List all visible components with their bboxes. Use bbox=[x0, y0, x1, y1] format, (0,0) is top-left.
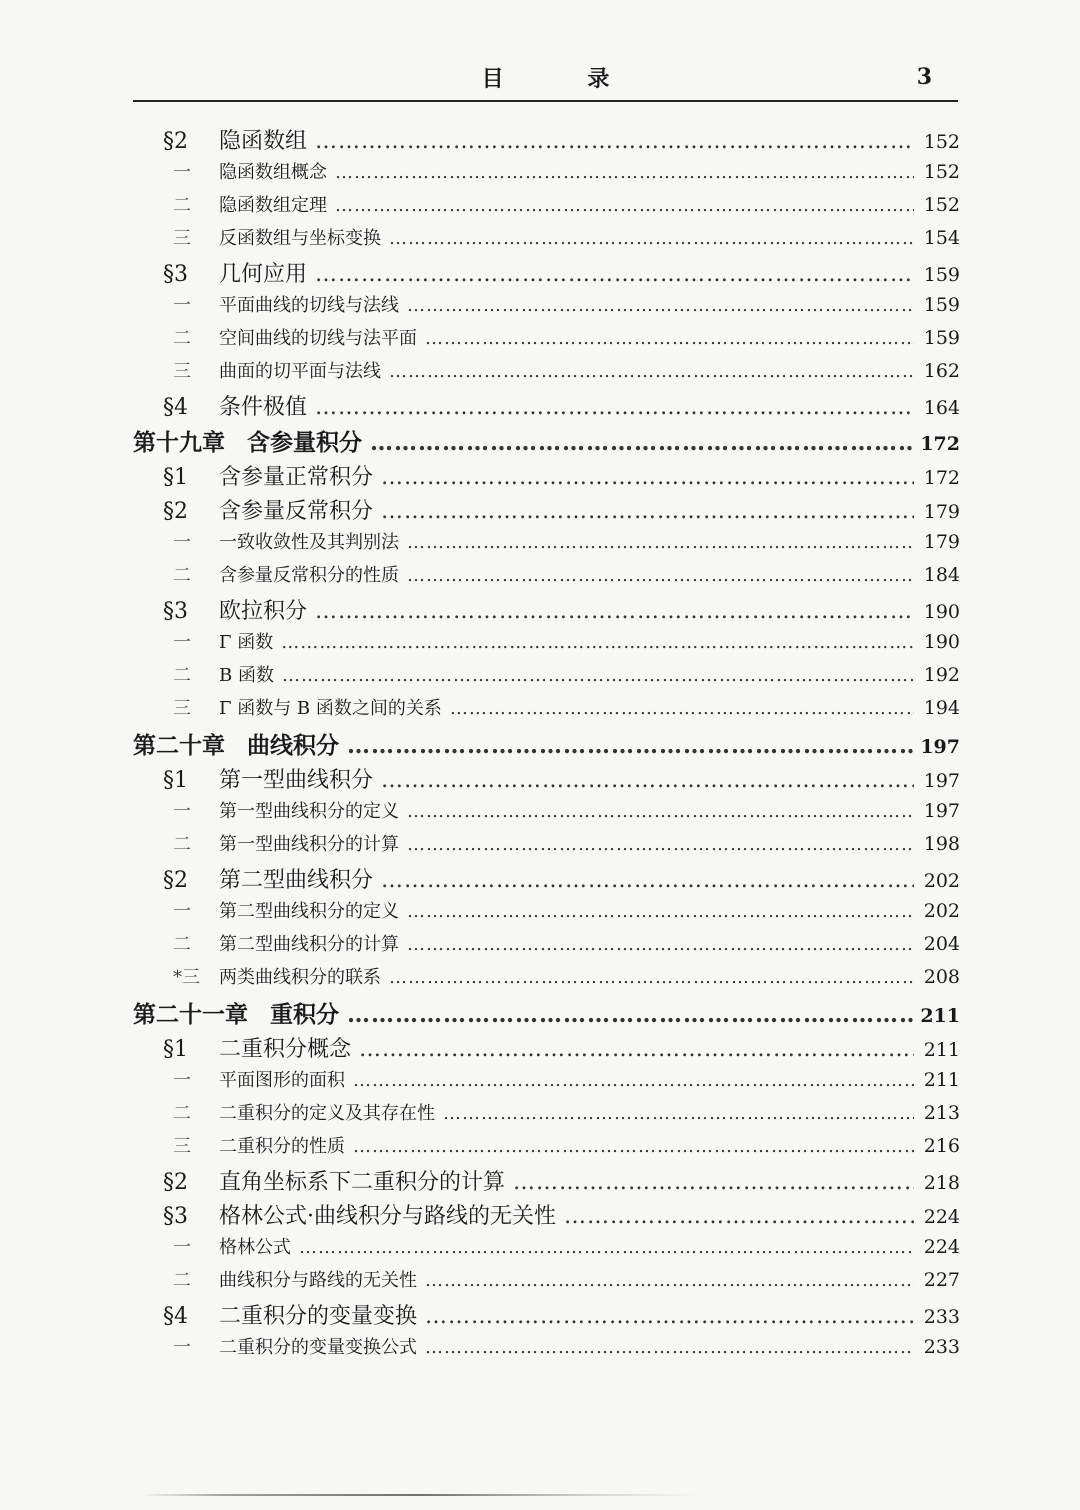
toc-section-row[interactable] bbox=[133, 594, 960, 628]
toc-entry-marker: 第二十一章 bbox=[133, 1001, 248, 1028]
dot-leader bbox=[282, 665, 914, 686]
toc-entry-marker: 一 bbox=[173, 1237, 191, 1258]
toc-chapter-row[interactable] bbox=[133, 727, 960, 763]
toc-entry-title: 含参量积分 bbox=[247, 429, 362, 456]
toc-sub-row[interactable] bbox=[133, 1132, 960, 1165]
toc-entry-page: 164 bbox=[923, 397, 960, 419]
dot-leader bbox=[381, 465, 914, 490]
toc-entry-marker: §2 bbox=[163, 499, 188, 524]
dot-leader bbox=[407, 565, 914, 586]
toc-entry-marker: §3 bbox=[163, 1204, 188, 1229]
toc-entry-marker: 一 bbox=[173, 1070, 191, 1091]
toc-section-row[interactable] bbox=[133, 863, 960, 897]
toc-entry-marker: 三 bbox=[173, 698, 191, 719]
toc-section-row[interactable] bbox=[133, 1165, 960, 1199]
toc-sub-row[interactable] bbox=[133, 191, 960, 224]
toc-entry-title: 隐函数组 bbox=[219, 129, 308, 154]
page-number: 3 bbox=[916, 64, 932, 90]
toc-entry-marker: §2 bbox=[163, 1170, 188, 1195]
toc-entry-title: 反函数组与坐标变换 bbox=[219, 228, 381, 249]
dot-leader bbox=[425, 1337, 914, 1358]
toc-entry-title: 平面图形的面积 bbox=[219, 1070, 345, 1091]
toc-entry-marker: §1 bbox=[163, 768, 188, 793]
toc-entry-title: 二重积分的性质 bbox=[219, 1136, 345, 1157]
toc-entry-marker: §3 bbox=[163, 262, 188, 287]
toc-sub-row[interactable] bbox=[133, 528, 960, 561]
dot-leader bbox=[347, 732, 914, 759]
toc-entry-page: 179 bbox=[923, 531, 960, 553]
toc-entry-title: 曲线积分与路线的无关性 bbox=[219, 1270, 417, 1291]
toc-entry-marker: 三 bbox=[173, 361, 191, 382]
toc-section-row[interactable] bbox=[133, 460, 960, 494]
toc-sub-row[interactable] bbox=[133, 830, 960, 863]
toc-entry-title: Γ 函数 bbox=[219, 632, 274, 653]
toc-entry-title: 欧拉积分 bbox=[219, 599, 308, 624]
toc-entry-title: 含参量正常积分 bbox=[219, 465, 374, 490]
dot-leader bbox=[359, 1037, 914, 1062]
toc-entry-marker: 二 bbox=[173, 328, 191, 349]
dot-leader bbox=[335, 162, 914, 183]
dot-leader bbox=[381, 768, 914, 793]
toc-sub-row[interactable] bbox=[133, 291, 960, 324]
toc-entry-page: 224 bbox=[923, 1206, 960, 1228]
toc-entry-marker: §2 bbox=[163, 129, 188, 154]
toc-sub-row[interactable] bbox=[133, 661, 960, 694]
toc-entry-title: 两类曲线积分的联系 bbox=[219, 967, 381, 988]
toc-sub-row[interactable] bbox=[133, 324, 960, 357]
toc-entry-marker: 二 bbox=[173, 934, 191, 955]
dot-leader bbox=[407, 532, 914, 553]
toc-entry-page: 204 bbox=[923, 933, 960, 955]
toc-entry-marker: 一 bbox=[173, 632, 191, 653]
toc-sub-row[interactable] bbox=[133, 224, 960, 257]
toc-entry-marker: 一 bbox=[173, 801, 191, 822]
toc-chapter-row[interactable] bbox=[133, 424, 960, 460]
toc-entry-title: 隐函数组概念 bbox=[219, 162, 327, 183]
toc-entry-marker: 一 bbox=[173, 1337, 191, 1358]
dot-leader bbox=[347, 1001, 914, 1028]
toc-entry-page: 208 bbox=[923, 966, 960, 988]
toc-entry-page: 224 bbox=[923, 1236, 960, 1258]
toc-sub-row[interactable] bbox=[133, 1066, 960, 1099]
toc-entry-title: 格林公式·曲线积分与路线的无关性 bbox=[219, 1204, 556, 1229]
toc-entry-marker: 一 bbox=[173, 162, 191, 183]
toc-entry-page: 179 bbox=[923, 501, 960, 523]
toc-entry-page: 202 bbox=[923, 870, 960, 892]
toc-sub-row[interactable] bbox=[133, 930, 960, 963]
toc-entry-page: 194 bbox=[923, 697, 960, 719]
toc-entry-page: 213 bbox=[923, 1102, 960, 1124]
toc-entry-marker: 一 bbox=[173, 295, 191, 316]
toc-entry-title: 条件极值 bbox=[219, 395, 308, 420]
toc-entry-page: 159 bbox=[923, 327, 960, 349]
toc-entry-marker: §2 bbox=[163, 868, 188, 893]
toc-entry-title: 第二型曲线积分的定义 bbox=[219, 901, 399, 922]
toc-entry-page: 233 bbox=[923, 1336, 960, 1358]
toc-entry-marker: 二 bbox=[173, 565, 191, 586]
toc-sub-row[interactable] bbox=[133, 1333, 960, 1366]
dot-leader bbox=[425, 328, 914, 349]
toc-entry-marker: 第十九章 bbox=[133, 429, 225, 456]
dot-leader bbox=[281, 632, 914, 653]
toc-entry-page: 198 bbox=[923, 833, 960, 855]
toc-entry-title: 一致收敛性及其判别法 bbox=[219, 532, 399, 553]
toc-entry-marker: 二 bbox=[173, 1103, 191, 1124]
toc-entry-title: 第二型曲线积分的计算 bbox=[219, 934, 399, 955]
toc-entry-page: 233 bbox=[923, 1306, 960, 1328]
toc-entry-title: 二重积分概念 bbox=[219, 1037, 352, 1062]
dot-leader bbox=[389, 967, 914, 988]
toc-entry-page: 216 bbox=[923, 1135, 960, 1157]
toc-entry-title: B 函数 bbox=[219, 665, 274, 686]
toc-section-row[interactable] bbox=[133, 1299, 960, 1333]
toc-sub-row[interactable] bbox=[133, 1266, 960, 1299]
scan-artifact-line bbox=[140, 1494, 700, 1496]
toc-entry-title: 曲线积分 bbox=[247, 732, 339, 759]
dot-leader bbox=[443, 1103, 914, 1124]
toc-entry-marker: 一 bbox=[173, 901, 191, 922]
toc-entry-page: 197 bbox=[920, 736, 960, 758]
toc-entry-page: 227 bbox=[923, 1269, 960, 1291]
dot-leader bbox=[315, 395, 914, 420]
toc-sub-row[interactable] bbox=[133, 1233, 960, 1266]
toc-entry-title: 第一型曲线积分 bbox=[219, 768, 374, 793]
toc-entry-title: 曲面的切平面与法线 bbox=[219, 361, 381, 382]
dot-leader bbox=[315, 129, 914, 154]
toc-entry-page: 218 bbox=[923, 1172, 960, 1194]
toc-entry-title: 二重积分的定义及其存在性 bbox=[219, 1103, 435, 1124]
toc-entry-marker: 一 bbox=[173, 532, 191, 553]
toc-entry-page: 211 bbox=[923, 1039, 960, 1061]
toc-sub-row[interactable] bbox=[133, 561, 960, 594]
toc-entry-page: 159 bbox=[923, 294, 960, 316]
toc-entry-title: 含参量反常积分的性质 bbox=[219, 565, 399, 586]
toc-entry-title: 平面曲线的切线与法线 bbox=[219, 295, 399, 316]
dot-leader bbox=[407, 801, 914, 822]
dot-leader bbox=[513, 1170, 914, 1195]
toc-section-row[interactable] bbox=[133, 1032, 960, 1066]
toc-entry-title: 第二型曲线积分 bbox=[219, 868, 374, 893]
dot-leader bbox=[564, 1204, 914, 1229]
toc-section-row[interactable] bbox=[133, 763, 960, 797]
toc-entry-marker: 二 bbox=[173, 665, 191, 686]
toc-section-row[interactable] bbox=[133, 494, 960, 528]
page-header bbox=[133, 60, 958, 102]
toc-entry-marker: §3 bbox=[163, 599, 188, 624]
toc-entry-page: 197 bbox=[923, 770, 960, 792]
dot-leader bbox=[370, 429, 914, 456]
toc-entry-page: 152 bbox=[923, 194, 960, 216]
toc-entry-page: 172 bbox=[923, 467, 960, 489]
toc-sub-row[interactable] bbox=[133, 357, 960, 390]
toc-entry-title: 格林公式 bbox=[219, 1237, 291, 1258]
toc-entry-title: 含参量反常积分 bbox=[219, 499, 374, 524]
dot-leader bbox=[425, 1270, 914, 1291]
toc-entry-title: 二重积分的变量变换公式 bbox=[219, 1337, 417, 1358]
dot-leader bbox=[315, 599, 914, 624]
toc-entry-title: 直角坐标系下二重积分的计算 bbox=[219, 1170, 506, 1195]
toc-entry-title: Γ 函数与 B 函数之间的关系 bbox=[219, 698, 442, 719]
toc-entry-page: 162 bbox=[923, 360, 960, 382]
toc-entry-page: 202 bbox=[923, 900, 960, 922]
toc-entry-title: 二重积分的变量变换 bbox=[219, 1304, 418, 1329]
toc-entry-marker: 二 bbox=[173, 834, 191, 855]
toc-entry-title: 重积分 bbox=[270, 1001, 339, 1028]
toc-sub-row[interactable] bbox=[133, 897, 960, 930]
dot-leader bbox=[389, 361, 914, 382]
toc-entry-page: 159 bbox=[923, 264, 960, 286]
dot-leader bbox=[407, 934, 914, 955]
toc-entry-marker: §4 bbox=[163, 1304, 188, 1329]
toc-entry-marker: 二 bbox=[173, 195, 191, 216]
toc-entry-page: 190 bbox=[923, 601, 960, 623]
dot-leader bbox=[353, 1136, 914, 1157]
toc-sub-row[interactable] bbox=[133, 694, 960, 727]
dot-leader bbox=[381, 499, 914, 524]
toc-sub-row[interactable] bbox=[133, 158, 960, 191]
toc-entry-title: 空间曲线的切线与法平面 bbox=[219, 328, 417, 349]
toc-entry-marker: *三 bbox=[173, 967, 200, 988]
toc-entry-marker: 第二十章 bbox=[133, 732, 225, 759]
dot-leader bbox=[425, 1304, 914, 1329]
toc-entry-page: 190 bbox=[923, 631, 960, 653]
toc-entry-page: 211 bbox=[920, 1005, 960, 1027]
toc-entry-page: 192 bbox=[923, 664, 960, 686]
dot-leader bbox=[407, 295, 914, 316]
toc-chapter-row[interactable] bbox=[133, 996, 960, 1032]
dot-leader bbox=[335, 195, 914, 216]
dot-leader bbox=[450, 698, 914, 719]
dot-leader bbox=[381, 868, 914, 893]
toc-sub-row[interactable] bbox=[133, 1099, 960, 1132]
toc-section-row[interactable] bbox=[133, 390, 960, 424]
toc-section-row[interactable] bbox=[133, 124, 960, 158]
toc-entry-page: 184 bbox=[923, 564, 960, 586]
toc-entry-marker: §1 bbox=[163, 1037, 188, 1062]
dot-leader bbox=[353, 1070, 914, 1091]
toc-entry-marker: 三 bbox=[173, 228, 191, 249]
toc-entry-title: 几何应用 bbox=[219, 262, 308, 287]
toc-entry-marker: 二 bbox=[173, 1270, 191, 1291]
dot-leader bbox=[389, 228, 914, 249]
toc-entry-marker: §4 bbox=[163, 395, 188, 420]
toc-sub-row[interactable] bbox=[133, 628, 960, 661]
toc-section-row[interactable] bbox=[133, 257, 960, 291]
toc-entry-title: 第一型曲线积分的定义 bbox=[219, 801, 399, 822]
toc-sub-row[interactable] bbox=[133, 963, 960, 996]
toc-entry-title: 第一型曲线积分的计算 bbox=[219, 834, 399, 855]
toc-entry-page: 172 bbox=[920, 433, 960, 455]
toc-entry-page: 152 bbox=[923, 131, 960, 153]
dot-leader bbox=[407, 901, 914, 922]
toc-entry-marker: 三 bbox=[173, 1136, 191, 1157]
toc-entry-page: 152 bbox=[923, 161, 960, 183]
toc-entry-page: 211 bbox=[923, 1069, 960, 1091]
dot-leader bbox=[407, 834, 914, 855]
toc-entry-page: 197 bbox=[923, 800, 960, 822]
dot-leader bbox=[299, 1237, 914, 1258]
toc-entry-title: 隐函数组定理 bbox=[219, 195, 327, 216]
toc-entry-page: 154 bbox=[923, 227, 960, 249]
page-title: 目 录 bbox=[481, 66, 648, 92]
toc-sub-row[interactable] bbox=[133, 797, 960, 830]
table-of-contents bbox=[133, 124, 960, 1366]
toc-section-row[interactable] bbox=[133, 1199, 960, 1233]
toc-entry-marker: §1 bbox=[163, 465, 188, 490]
dot-leader bbox=[315, 262, 914, 287]
